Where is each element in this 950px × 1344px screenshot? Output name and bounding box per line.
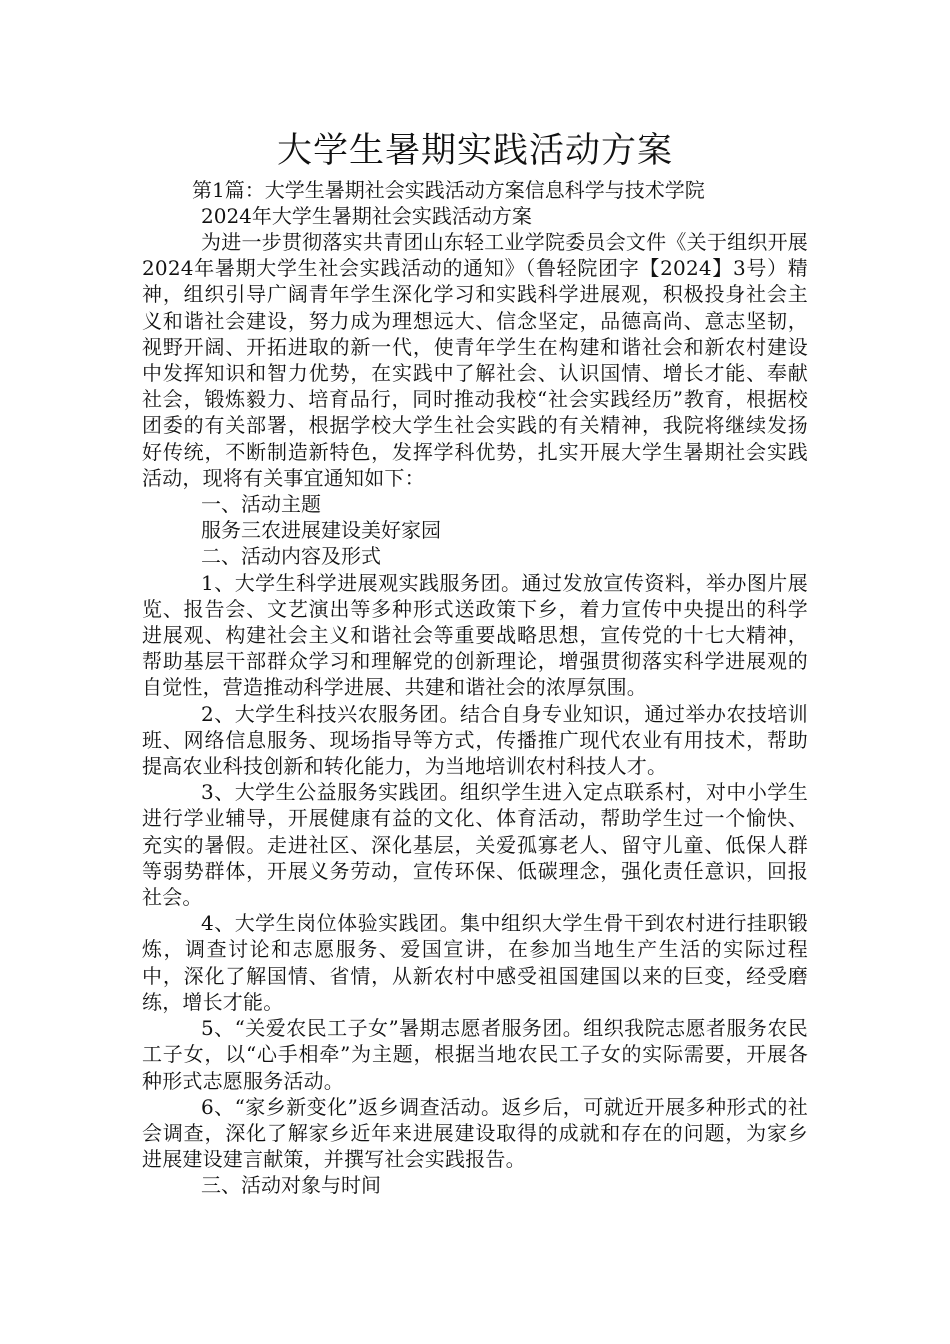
content-item-3: 3、大学生公益服务实践团。组织学生进入定点联系村，对中小学生进行学业辅导，开展健康有益的文化、体育活动，帮助学生过一个愉快、充实的暑假。走进社区、深化基层，关爱孤寡老人、留守儿童、低保人群等弱势群体，开展义务劳动，宣传环保、低碳理念，强化责任意识，回报社会。: [142, 780, 808, 910]
content-item-1: 1、大学生科学进展观实践服务团。通过发放宣传资料，举办图片展览、报告会、文艺演出等多种形式送政策下乡，着力宣传中央提出的科学进展观、构建社会主义和谐社会等重要战略思想，宣传党的十七大精神，帮助基层干部群众学习和理解党的创新理论，增强贯彻落实科学进展观的自觉性，营造推动科学进展、共建和谐社会的浓厚氛围。: [142, 570, 808, 700]
content-item-4: 4、大学生岗位体验实践团。集中组织大学生骨干到农村进行挂职锻炼，调查讨论和志愿服务、爱国宣讲，在参加当地生产生活的实际过程中，深化了解国情、省情，从新农村中感受祖国建国以来的巨变，经受磨练，增长才能。: [142, 911, 808, 1014]
section-3-heading: 三、活动对象与时间: [201, 1173, 381, 1198]
document-subtitle-2: 2024年大学生暑期社会实践活动方案: [201, 204, 532, 228]
document-page: [142, 125, 808, 1199]
document-subtitle-1: 第1篇：大学生暑期社会实践活动方案信息科学与技术学院: [192, 178, 705, 202]
section-1-heading: 一、活动主题: [201, 492, 321, 517]
document-title: 大学生暑期实践活动方案: [276, 131, 673, 171]
section-2-heading: 二、活动内容及形式: [201, 544, 381, 569]
intro-paragraph: 为进一步贯彻落实共青团山东轻工业学院委员会文件《关于组织开展2024年暑期大学生社会实践活动的通知》（鲁轻院团字【2024】3号）精神，组织引导广阔青年学生深化学习和实践科学进展观，积极投身社会主义和谐社会建设，努力成为理想远大、信念坚定，品德高尚、意志坚韧，视野开阔、开拓进取的新一代，使青年学生在构建和谐社会和新农村建设中发挥知识和智力优势，在实践中了解社会、认识国情、增长才能、奉献社会，锻炼毅力、培育品行，同时推动我校“社会实践经历”教育，根据校团委的有关部署，根据学校大学生社会实践的有关精神，我院将继续发扬好传统，不断制造新特色，发挥学科优势，扎实开展大学生暑期社会实践活动，现将有关事宜通知如下：: [142, 230, 808, 490]
content-item-5: 5、“关爱农民工子女”暑期志愿者服务团。组织我院志愿者服务农民工子女，以“心手相牵”为主题，根据当地农民工子女的实际需要，开展各种形式志愿服务活动。: [142, 1016, 808, 1093]
content-item-2: 2、大学生科技兴农服务团。结合自身专业知识，通过举办农技培训班、网络信息服务、现场指导等方式，传播推广现代农业有用技术，帮助提高农业科技创新和转化能力，为当地培训农村科技人才。: [142, 701, 808, 779]
content-item-6: 6、“家乡新变化”返乡调查活动。返乡后，可就近开展多种形式的社会调查，深化了解家乡近年来进展建设取得的成就和存在的问题，为家乡进展建设建言献策，并撰写社会实践报告。: [142, 1094, 808, 1172]
section-1-text: 服务三农进展建设美好家园: [201, 518, 441, 543]
